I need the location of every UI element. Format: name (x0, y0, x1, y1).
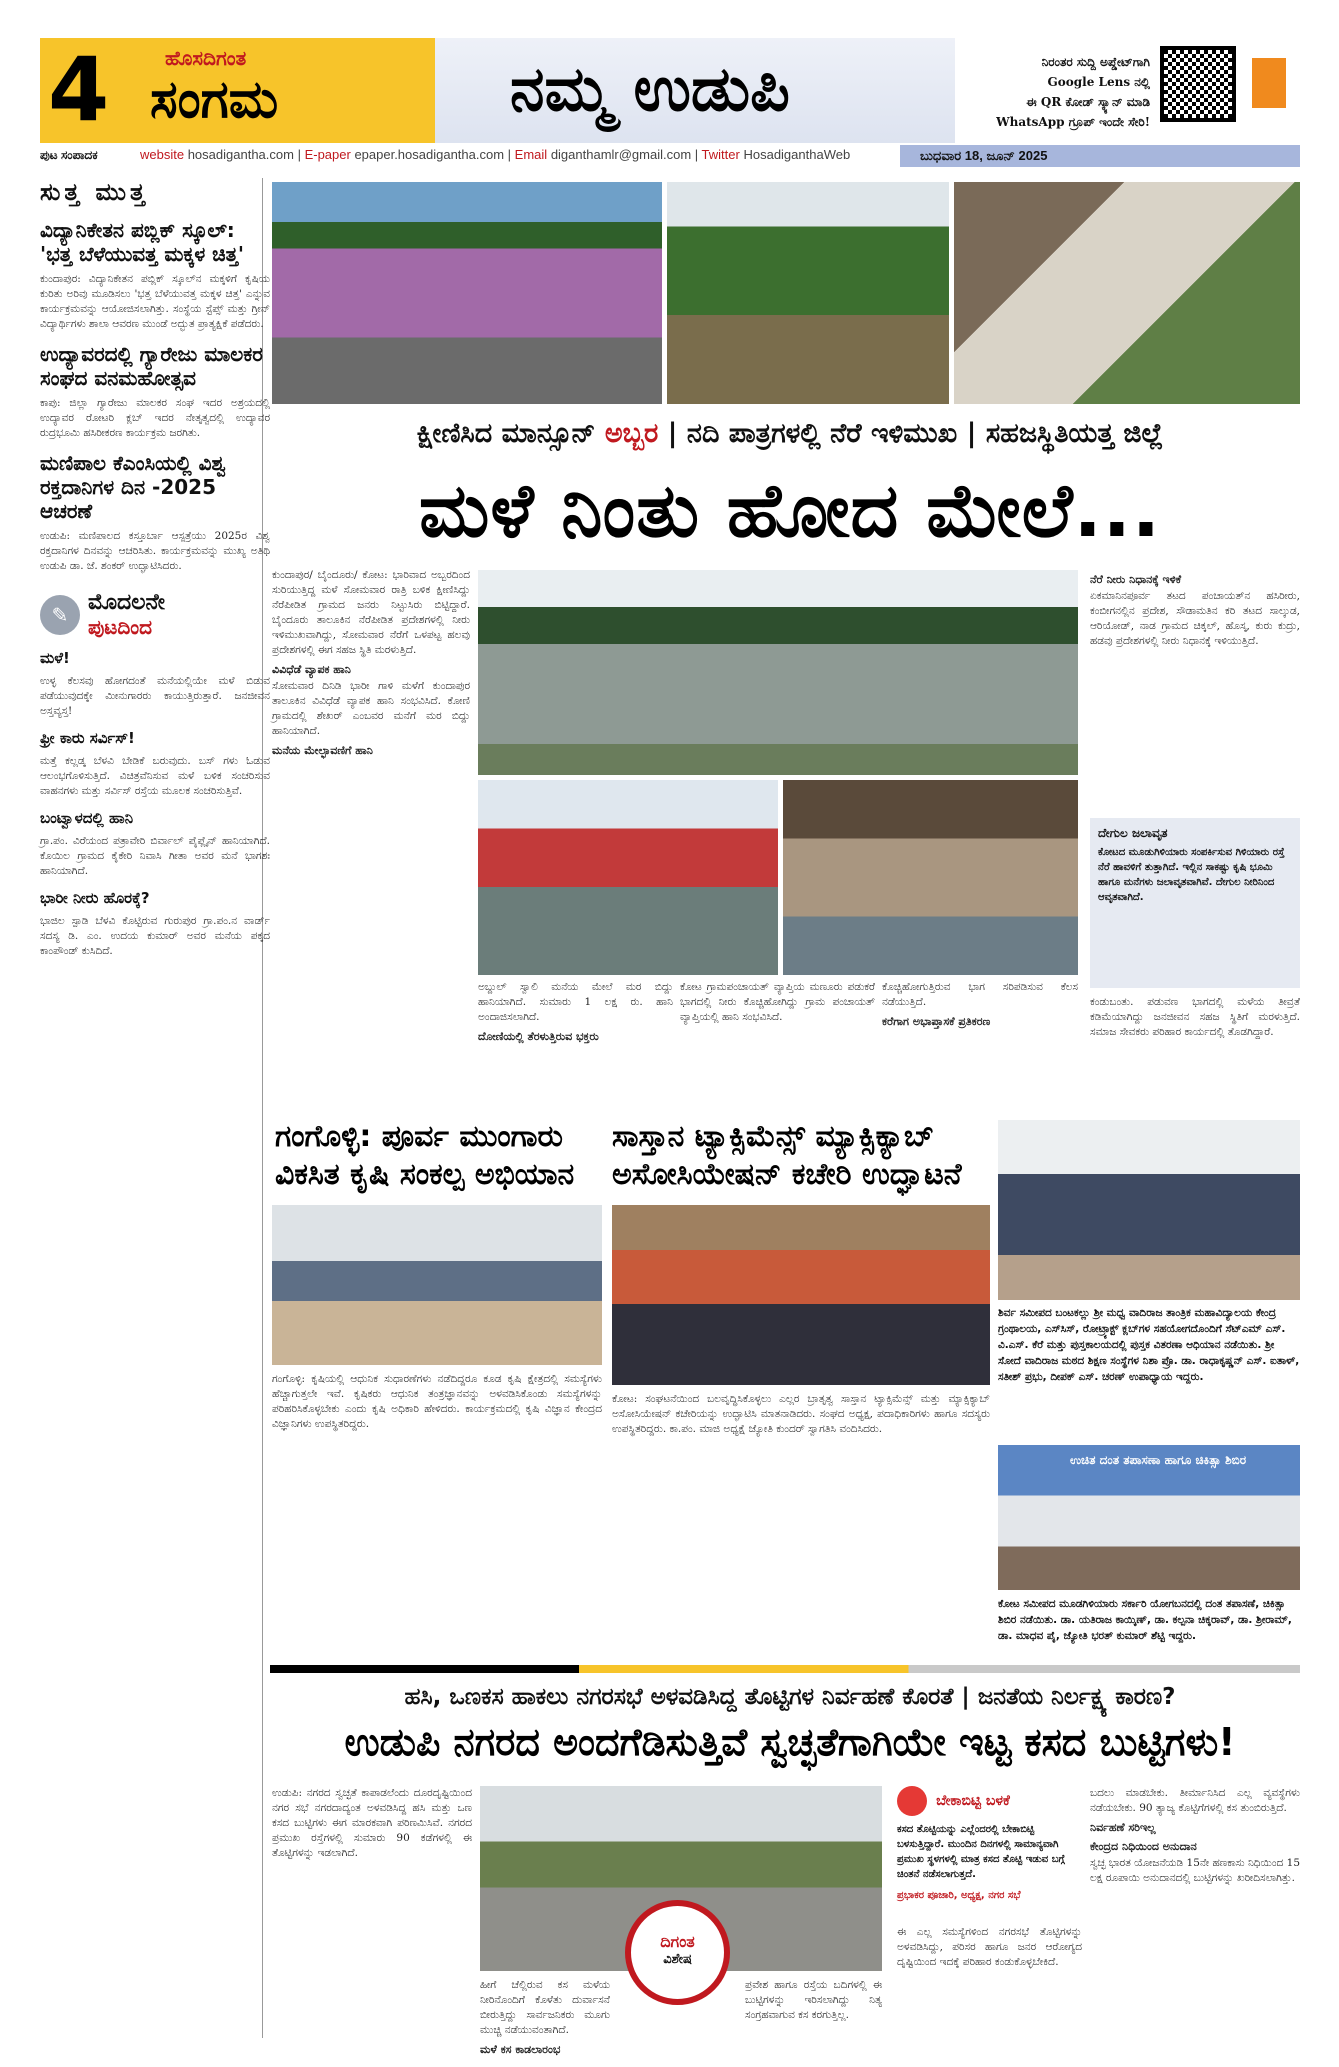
epaper-key: E-paper (304, 147, 351, 162)
temple-flood-box (1090, 818, 1300, 988)
lead-subhead: ನೆರೆ ನೀರು ನಿಧಾನಕ್ಕೆ ಇಳಿಕೆ (1090, 573, 1182, 586)
continued-body: ಮತ್ತೆ ಕಲ್ಲಡ್ಕ ಬೆಳವಿ ಬೇಡಿಕೆ ಬರುವುದು. ಬಸ್ ಗಳು ಓಡುವ ಆಲಂಭಗೊಳಿಸುತ್ತಿದೆ. ವಿಚಿತ್ರವೆನಿಸುವ ಮಳೆ ಬಳಿಕ ಸಂಚರಿಸುವ ವಾಹನಗಳು ಮತ್ತು ಸರ್ವಿಸ್ ರಸ್ತೆಯ ಮೂಲಕ ಸಂಚರಿಸುತ್ತಿವೆ. (40, 755, 270, 797)
dental-caption: ಕೋಟ ಸಮೀಪದ ಮೂಡಗಿಳಿಯಾರು ಸರ್ಕಾರಿ ಯೋಗಬನದಲ್ಲಿ ದಂತ ತಪಾಸಣೆ, ಚಿಕಿತ್ಸಾ ಶಿಬಿರ ನಡೆಯಿತು. ಡಾ. ಯತಿರಾಜ ಕಾಯ್ಕಿಣ್, ಡಾ. ಕಲ್ಪನಾ ಚಿಕ್ಕರಾವ್, ಡಾ. ಶ್ರೀರಾಮ್, ಡಾ. ಮಾಧವ ಪೈ, ಜ್ಯೋತಿ ಭರತ್ ಕುಮಾರ್ ಶೆಟ್ಟಿ ಇದ್ದರು. (998, 1598, 1292, 1642)
lead-paragraph: ಏಕಮಾನಿನಪೂರ್ವ ತಟದ ಪಂಚಾಯತ್‌ನ ಹಸಿರೀರು, ಕಂಬೀಗನಲ್ಲಿನ ಪ್ರದೇಶ, ಸೌಡಾಮತಿನ ಕರಿ ತಟದ ಸಾಲ್ಕುಡ, ಆರಿಯೋಡ್, ನಾಡ ಗ್ರಾಮದ ಚಿಕ್ಕಲ್, ಹೊಸ್ಕ, ಕುರು ಕುದ್ರು, ಹಡವು ಪ್ರದೇಶಗಳಲ್ಲಿ ನೀರು ನಿಧಾನಕ್ಕೆ ಇಳಿಯುತ್ತಿದೆ. (1090, 590, 1300, 647)
pen-icon: ✎ (40, 595, 80, 635)
quote-box (897, 1786, 1082, 1916)
email-link[interactable]: diganthamlr@gmail.com (550, 147, 692, 162)
story-headline[interactable]: ಮಣಿಪಾಲ ಕೆಎಂಸಿಯಲ್ಲಿ ವಿಶ್ವ ರಕ್ತದಾನಿಗಳ ದಿನ -2025 ಆಚರಣೆ (40, 451, 227, 523)
story-taxi-headline[interactable] (612, 1118, 992, 1194)
headline-line: ಅಸೋಸಿಯೇಷನ್ ಕಚೇರಿ ಉದ್ಘಾಟನೆ (612, 1157, 962, 1192)
caption-subhead: ಕರೆಗಾಗ ಅಭಾಪ್ತಾಸಕೆ ಪ್ರತಿಕರಣ (882, 1015, 991, 1028)
photo-fallen-tree (667, 182, 949, 404)
lead-column-3-foot (1090, 995, 1300, 1105)
website-key: website (140, 147, 185, 162)
photo-office-inauguration (612, 1205, 990, 1385)
twitter-link[interactable]: HosadiganthaWeb (743, 147, 851, 162)
continued-headline[interactable]: ಮಳೆ! (40, 649, 70, 667)
seal-text-top: ದಿಗಂತ (660, 1932, 695, 1951)
quote-attribution: ಪ್ರಭಾಕರ ಪೂಜಾರಿ, ಅಧ್ಯಕ್ಷ, ನಗರ ಸಭೆ (897, 1890, 1021, 1901)
story-headline[interactable]: ಉದ್ಯಾವರದಲ್ಲಿ ಗ್ಯಾರೇಜು ಮಾಲಕರ ಸಂಘದ ವನಮಹೋತ್ಸವ (40, 342, 263, 390)
bottom-column-4 (897, 1925, 1082, 2040)
photo-roof-damage (954, 182, 1300, 404)
story-paragraph: ಗಂಗೊಳ್ಳಿ: ಕೃಷಿಯಲ್ಲಿ ಆಧುನಿಕ ಸುಧಾರಣೆಗಳು ನಡೆದಿದ್ದರೂ ಕೂಡ ಕೃಷಿ ಕ್ಷೇತ್ರದಲ್ಲಿ ಸಮಸ್ಯೆಗಳು ಹೆಚ್ಚಾಗುತ್ತಲೇ ಇವೆ. ಕೃಷಿಕರು ಆಧುನಿಕ ತಂತ್ರಜ್ಞಾನವನ್ನು ಅಳವಡಿಸಿಕೊಂಡು ಸಮಸ್ಯೆಗಳನ್ನು ಪರಿಹರಿಸಿಕೊಳ್ಳಬೇಕು ಎಂದು ಕೃಷಿ ಅಧಿಕಾರಿ ಹೇಳಿದರು. ಕಾರ್ಯಕ್ರಮದಲ್ಲಿ ಕೃಷಿ ವಿಜ್ಞಾನ ಕೇಂದ್ರದ ವಿಜ್ಞಾನಿಗಳು ಉಪಸ್ಥಿತರಿದ್ದರು. (272, 1373, 602, 1430)
caption-text: ಕೋಟ ಗ್ರಾಮಪಂಚಾಯತ್ ವ್ಯಾಪ್ತಿಯ ಮಣೂರು ಪಡುಕರೆ ಭಾಗದಲ್ಲಿ ನೀರು ಕೊಚ್ಚಿಹೋಗಿದ್ದು ಗ್ರಾಮ ಪಂಚಾಯತ್ ವ್ಯಾಪ್ತಿಯಲ್ಲಿ ಹಾನಿ ಸಂಭವಿಸಿದೆ. (680, 981, 875, 1023)
twitter-key: Twitter (701, 147, 740, 162)
qr-code-icon[interactable] (1160, 46, 1236, 122)
lead-caption-3 (882, 980, 1078, 1105)
website-link[interactable]: hosadigantha.com (187, 147, 294, 162)
kicker-part: ಕ್ಷೀಣಿಸಿದ ಮಾನ್ಸೂನ್ (416, 418, 596, 449)
putadinda-label: ಪುಟದಿಂದ (88, 615, 153, 639)
quote-text: ಕಸದ ತೊಟ್ಟಿಯನ್ನು ಎಲ್ಲೆಂದರಲ್ಲಿ ಬೇಕಾಬಿಟ್ಟಿ ಬಳಸುತ್ತಿದ್ದಾರೆ. ಮುಂದಿನ ದಿನಗಳಲ್ಲಿ ಸಾಮಾನ್ಯವಾಗಿ ಪ್ರಮುಖ ಸ್ಥಳಗಳಲ್ಲಿ ಮಾತ್ರ ಕಸದ ತೊಟ್ಟಿ ಇಡುವ ಬಗ್ಗೆ ಚಿಂತನೆ ನಡೆಸಲಾಗುತ್ತದೆ. (897, 1824, 1065, 1880)
caption-text: ಅಬ್ದುಲ್ ಸ್ವಾಲಿ ಮನೆಯ ಮೇಲೆ ಮರ ಬಿದ್ದು ಹಾನಿಯಾಗಿದೆ. ಸುಮಾರು 1 ಲಕ್ಷ ರು. ಹಾನಿ ಅಂದಾಜಿಸಲಾಗಿದೆ. (478, 981, 673, 1023)
section-title: ನಮ್ಮ ಉಡುಪಿ (510, 52, 790, 125)
quote-label: ಬೇಕಾಬಿಟ್ಟಿ ಬಳಕೆ (936, 1793, 1010, 1809)
headline-line: ವಿಕಸಿತ ಕೃಷಿ ಸಂಕಲ್ಪ ಅಭಿಯಾನ (275, 1157, 575, 1192)
qr-note-line: ಈ QR ಕೋಡ್ ಸ್ಕ್ಯಾನ್ ಮಾಡಿ (1026, 95, 1150, 109)
lead-column-1 (272, 568, 470, 1108)
photo-damaged-house (272, 182, 662, 404)
sutta-muttha-heading: ಸುತ್ತ ಮುತ್ತ (40, 178, 149, 206)
headline-line: ಸಾಸ್ತಾನ ಟ್ಯಾಕ್ಸಿಮೆನ್ಸ್ ಮ್ಯಾಕ್ಸಿಕ್ಯಾಬ್ (612, 1119, 935, 1154)
epaper-link[interactable]: epaper.hosadigantha.com (354, 147, 505, 162)
story-body: ಕಾಪು: ಜಿಲ್ಲಾ ಗ್ಯಾರೇಜು ಮಾಲಕರ ಸಂಘ ಇದರ ಅಶ್ರಯದಲ್ಲಿ ಉದ್ಯಾವರ ರೋಟರಿ ಕ್ಲಬ್ ಇದರ ನೇತೃತ್ವದಲ್ಲಿ ಉದ್ಯಾವರ ರುದ್ರಭೂಮಿ ಹಸಿರೀಕರಣ ಕಾರ್ಯಕ್ರಮ ಜರಗಿತು. (40, 397, 270, 439)
brand-logo-small: ಹೊಸದಿಗಂತ (165, 46, 247, 70)
story-paragraph: ಹೀಗೆ ಚೆಲ್ಲಿರುವ ಕಸ ಮಳೆಯ ನೀರಿನೊಂದಿಗೆ ಕೊಳೆತು ದುರ್ವಾಸನೆ ಬೀರುತ್ತಿದ್ದು ಸಾರ್ವಜನಿಕರು ಮೂಗು ಮುಚ್ಚಿ ನಡೆಯುವಂತಾಗಿದೆ. (480, 1979, 610, 2036)
qr-note-line: Google Lens ನಲ್ಲಿ (1047, 75, 1150, 89)
story-paragraph: ಈ ಎಲ್ಲ ಸಮಸ್ಯೆಗಳಿಂದ ನಗರಸಭೆ ತೊಟ್ಟಿಗಳನ್ನು ಅಳವಡಿಸಿದ್ದು, ಪರಿಸರ ಹಾಗೂ ಜನರ ಆರೋಗ್ಯದ ದೃಷ್ಟಿಯಿಂದ ಇದಕ್ಕೆ ಪರಿಹಾರ ಕಂಡುಕೊಳ್ಳಬೇಕಿದೆ. (897, 1926, 1082, 1968)
divider-strip (270, 1665, 1300, 1673)
caption-subhead: ದೋಣಿಯಲ್ಲಿ ತೆರಳುತ್ತಿರುವ ಭಕ್ತರು (478, 1030, 599, 1043)
lead-kicker (280, 418, 1300, 450)
lead-column-3 (1090, 568, 1300, 808)
story-paragraph: ಪ್ರವೇಶ ಹಾಗೂ ರಸ್ತೆಯ ಬದಿಗಳಲ್ಲಿ ಈ ಬುಟ್ಟಿಗಳನ್ನು ಇರಿಸಲಾಗಿದ್ದು ನಿತ್ಯ ಸಂಗ್ರಹವಾಗುವ ಕಸ ಕರಗುತ್ತಿಲ್ಲ. (745, 1979, 882, 2021)
page-number: 4 (48, 38, 110, 141)
front-page-continued (40, 590, 270, 639)
bottom-headline[interactable]: ಉಡುಪಿ ನಗರದ ಅಂದಗೆಡಿಸುತ್ತಿವೆ ಸ್ವಚ್ಛತೆಗಾಗಿಯೇ ಇಟ್ಟ ಕಸದ ಬುಟ್ಟಿಗಳು! (344, 1720, 1236, 1764)
lead-paragraph: ಕಂಡುಬಂತು. ಪಡುವಣ ಭಾಗದಲ್ಲಿ ಮಳೆಯ ತೀವ್ರತೆ ಕಡಿಮೆಯಾಗಿದ್ದು ಜನಜೀವನ ಸಹಜ ಸ್ಥಿತಿಗೆ ಮರಳುತ್ತಿದೆ. ಸಮಾಜ ಸೇವಕರು ಪರಿಹಾರ ಕಾರ್ಯದಲ್ಲಿ ತೊಡಗಿದ್ದಾರೆ. (1090, 996, 1300, 1038)
issue-date: ಬುಧವಾರ 18, ಜೂನ್ 2025 (920, 148, 1048, 163)
story-paragraph: ಬದಲು ಮಾಡಬೇಕು. ತೀರ್ಮಾನಿಸಿದ ಎಲ್ಲ ವ್ಯವಸ್ಥೆಗಳು ನಡೆಯಬೇಕು. 90 ತ್ಯಾಜ್ಯ ಕೊಟ್ಟಿಗೆಗಳಲ್ಲಿ ಕಸ ತುಂಬಿರುತ್ತಿದೆ. (1090, 1787, 1300, 1814)
seal-text-bottom: ವಿಶೇಷ (663, 1952, 692, 1967)
photo-krishi-meeting (272, 1205, 602, 1365)
continued-body: ಗ್ರಾ.ಪಂ. ವಿರೆಯಂದ ಪತ್ರಾವೇರಿ ಬಿರ್ವಾಲ್ ಪೈಪ್ಲೈನ್ ಹಾನಿಯಾಗಿದೆ. ಕೊಯಿಲ ಗ್ರಾಮದ ಕೈಕೇರಿ ನಿವಾಸಿ ಗೀತಾ ಅವರ ಮನೆ ಭಾಗಶಃ ಹಾನಿಯಾಗಿದೆ. (40, 835, 270, 877)
qr-note (940, 52, 1150, 132)
modalane-label: ಮೊದಲನೇ (88, 590, 165, 615)
contact-links: website hosadigantha.com | E-paper epaper.hosadigantha.com | Email diganthamlr@gmail.com | Twitter HosadiganthaWeb (140, 147, 851, 162)
brand-name: ಸಂಗಮ (150, 70, 279, 130)
lead-subhead: ವಿವಿಧೆಡೆ ವ್ಯಾಪಕ ಹಾನಿ (272, 663, 351, 676)
sidebox-body: ಕೋಟದ ಮೂಡುಗಿಳಿಯಾರು ಸಂಪರ್ಕಿಸುವ ಗಿಳಿಯಾರು ರಸ್ತೆ ನೆರೆ ಹಾವಳಿಗೆ ತುತ್ತಾಗಿದೆ. ಇಲ್ಲಿನ ಸಾಕಷ್ಟು ಕೃಷಿ ಭೂಮಿ ಹಾಗೂ ಮನೆಗಳು ಜಲಾವೃತವಾಗಿವೆ. ದೇಗುಲ ನೀರಿನಿಂದ ಆವೃತವಾಗಿದೆ. (1098, 847, 1285, 903)
story-subhead: ಕೇಂದ್ರದ ನಿಧಿಯಿಂದ ಅನುದಾನ (1090, 1840, 1197, 1853)
story-headline[interactable]: ವಿದ್ಯಾನಿಕೇತನ ಪಬ್ಲಿಕ್ ಸ್ಕೂಲ್: 'ಭತ್ತ ಬೆಳೆಯುವತ್ತ ಮಕ್ಕಳ ಚಿತ್ತ' (40, 218, 245, 266)
photo-flooded-shop (478, 780, 778, 975)
story-gangolli-body (272, 1372, 602, 1657)
bottom-column-2 (480, 1978, 610, 2056)
story-paragraph: ಉಡುಪಿ: ನಗರದ ಸ್ವಚ್ಛತೆ ಕಾಪಾಡಲೆಂದು ದೂರದೃಷ್ಟಿಯಿಂದ ನಗರ ಸಭೆ ನಗರದಾದ್ಯಂತ ಅಳವಡಿಸಿದ್ದ ಹಸಿ ಮತ್ತು ಒಣ ಕಸದ ಬುಟ್ಟಿಗಳು ಈಗ ಮಾರಕವಾಗಿ ಪರಿಣಮಿಸಿವೆ. ನಗರದ ಪ್ರಮುಖ ರಸ್ತೆಗಳಲ್ಲಿ ಸುಮಾರು 90 ಕಡೆಗಳಲ್ಲಿ ಈ ತೊಟ್ಟಿಗಳನ್ನು ಇಡಲಾಗಿದೆ. (272, 1787, 472, 1859)
continued-headline[interactable]: ಬಂಟ್ವಾಳದಲ್ಲಿ ಹಾನಿ (40, 809, 134, 827)
lead-headline[interactable]: ಮಳೆ ನಿಂತು ಹೋದ ಮೇಲೆ... (419, 468, 1161, 554)
continued-headline[interactable]: ಭಾರೀ ನೀರು ಹೊರಕ್ಕೆ? (40, 889, 150, 907)
headline-line: ಗಂಗೊಳ್ಳಿ: ಪೂರ್ವ ಮುಂಗಾರು (275, 1119, 563, 1154)
lead-paragraph: ಸೋಮವಾರ ದಿನಿಡಿ ಭಾರೀ ಗಾಳಿ ಮಳೆಗೆ ಕುಂದಾಪುರ ತಾಲೂಕಿನ ವಿವಿಧೆಡೆ ವ್ಯಾಪಕ ಹಾನಿ ಸಂಭವಿಸಿದೆ. ಕೋಣಿ ಗ್ರಾಮದಲ್ಲಿ ಶೇಖರ್ ಎಂಬವರ ಮನೆಗೆ ಮರ ಬಿದ್ದು ಹಾನಿಯಾಗಿದೆ. (272, 680, 470, 737)
photo-flooded-temple (783, 780, 1078, 975)
qr-note-line: ನಿರಂತರ ಸುದ್ದಿ ಅಪ್ಡೇಟ್‌ಗಾಗಿ (1041, 55, 1150, 69)
lead-caption-2 (680, 980, 875, 1105)
kicker-part: | ನದಿ ಪಾತ್ರಗಳಲ್ಲಿ ನೆರೆ ಇಳಿಮುಖ | ಸಹಜಸ್ಥಿತಿಯತ್ತ ಜಿಲ್ಲೆ (667, 418, 1164, 449)
story-gangolli-headline[interactable] (275, 1118, 595, 1194)
kicker-highlight: ಅಬ್ಬರ (604, 418, 659, 449)
dental-banner-text: ಉಚಿತ ದಂತ ತಪಾಸಣಾ ಹಾಗೂ ಚಿಕಿತ್ಸಾ ಶಿಬಿರ (1069, 1453, 1247, 1467)
story-paragraph: ಕೋಟ: ಸಂಘಟನೆಯಿಂದ ಬಲವೃದ್ಧಿಸಿಕೊಳ್ಳಲು ಎಲ್ಲರ ಬ್ರಾತೃತ್ವ ಸಾಸ್ತಾನ ಟ್ಯಾಕ್ಸಿಮೆನ್ಸ್ ಮತ್ತು ಮ್ಯಾಕ್ಸಿಕ್ಯಾಬ್ ಅಸೋಸಿಯೇಷನ್ ಕಚೇರಿಯನ್ನು ಉದ್ಘಾಟಿಸಿ ಮಾತನಾಡಿದರು. ಸಂಘದ ಅಧ್ಯಕ್ಷ, ಪದಾಧಿಕಾರಿಗಳು ಹಾಗೂ ಸದಸ್ಯರು ಉಪಸ್ಥಿತರಿದ್ದರು. ಕಾ.ಪಂ. ಮಾಜಿ ಅಧ್ಯಕ್ಷೆ ಜ್ಯೋತಿ ಕುಂದರ್ ಸ್ವಾಗತಿಸಿ ವಂದಿಸಿದರು. (612, 1393, 990, 1435)
info-bar (40, 145, 1300, 167)
pin-icon (897, 1786, 927, 1816)
story-body: ಉಡುಪಿ: ಮಣಿಪಾಲದ ಕಸ್ತೂರ್ಬಾ ಆಸ್ಪತ್ರೆಯು 2025ರ ವಿಶ್ವ ರಕ್ತದಾನಿಗಳ ದಿನವನ್ನು ಆಚರಿಸಿತು. ಕಾರ್ಯಕ್ರಮವನ್ನು ಮುಖ್ಯ ಅತಿಥಿ ಉಡುಪಿ ಡಾ. ಜೆ. ಶಂಕರ್ ಉದ್ಘಾಟಿಸಿದರು. (40, 530, 270, 572)
continued-headline[interactable]: ಫ್ರೀ ಕಾರು ಸರ್ವಿಸ್! (40, 729, 135, 747)
photo-dental-camp (998, 1445, 1300, 1590)
library-caption: ಶಿರ್ವ ಸಮೀಪದ ಬಂಟಕಲ್ಲು ಶ್ರೀ ಮಧ್ವ ವಾದಿರಾಜ ತಾಂತ್ರಿಕ ಮಹಾವಿದ್ಯಾಲಯ ಕೇಂದ್ರ ಗ್ರಂಥಾಲಯ, ಎಸ್‌ಸಿಸ್, ರೋಟ್ರ್ಯಾಕ್ಟ್ ಕ್ಲಬ್‌ಗಳ ಸಹಯೋಗದೊಂದಿಗೆ ಸೆಟ್‌ಎಮ್ ಎಸ್. ವಿ.ಎಸ್. ಕೆರೆ ಮತ್ತು ಪುಸ್ತಕಾಲಯದಲ್ಲಿ ಪುಸ್ತಕ ವಿತರಣಾ ಆಧಿಯಾನ ನಡೆಯಿತು. ಶ್ರೀ ಸೋದೆ ವಾದಿರಾಜ ಮಠದ ಶಿಕ್ಷಣ ಸಂಸ್ಥೆಗಳ ನಿಶಾ ಪ್ರೊ. ಡಾ. ರಾಧಾಕೃಷ್ಣನ್ ಎಸ್. ಐತಾಳ್, ಸತೀಶ್ ಪ್ರಭು, ದೀಪಕ್ ಎಸ್. ಚರಣ್ ಉಪಾಧ್ಯಾಯ ಇದ್ದರು. (998, 1307, 1300, 1383)
lead-caption-1 (478, 980, 673, 1105)
sidebox-heading: ದೇಗುಲ ಜಲಾವೃತ (1098, 826, 1168, 840)
left-column (40, 178, 270, 2038)
caption-text: ಕೊಚ್ಚಿಹೋಗುತ್ತಿರುವ ಭಾಗ ಸರಿಪಡಿಸುವ ಕೆಲಸ ನಡೆಯುತ್ತಿದೆ. (882, 981, 1078, 1008)
bottom-kicker: ಹಸಿ, ಒಣಕಸ ಹಾಕಲು ನಗರಸಭೆ ಅಳವಡಿಸಿದ್ದ ತೊಟ್ಟಿಗಳ ನಿರ್ವಹಣೆ ಕೊರತೆ | ಜನತೆಯ ನಿರ್ಲಕ್ಷ್ಯ ಕಾರಣ? (404, 1684, 1176, 1710)
diganta-vishesha-seal (625, 1900, 730, 2005)
decorative-square (1252, 58, 1286, 108)
continued-body: ಭಾಜಿಲ ಸ್ಪಾಡಿ ಬೆಳವಿ ಕೊಟ್ಟಿರುವ ಗುರುಪುರ ಗ್ರಾ.ಪಂ.ನ ವಾರ್ಡ್ ಸದಸ್ಯ ಡಿ. ಎಂ. ಉದಯ ಕುಮಾರ್ ಅವರ ಮನೆಯ ಪಕ್ಕದ ಕಾಂಪೌಂಡ್ ಕುಸಿದಿದೆ. (40, 915, 270, 957)
bottom-column-3 (745, 1978, 882, 2038)
story-taxi-body (612, 1392, 990, 1657)
photo-flooded-field (478, 570, 1078, 775)
story-paragraph: ಸ್ವಚ್ಛ ಭಾರತ ಯೋಜನೆಯಡಿ 15ನೇ ಹಣಕಾಸು ನಿಧಿಯಿಂದ 15 ಲಕ್ಷ ರೂಪಾಯಿ ಅನುದಾನದಲ್ಲಿ ಬುಟ್ಟಿಗಳನ್ನು ಖರೀದಿಸಲಾಗಿತ್ತು. (1090, 1857, 1300, 1884)
masthead (40, 38, 1300, 143)
story-subhead: ಮಳೆ ಕಸ ಕಾಡಲಾರಂಭ (480, 2043, 561, 2056)
lead-paragraph: ಕುಂದಾಪುರ/ ಬೈಂದೂರು/ ಕೋಟ: ಭಾರಿವಾದ ಅಬ್ಬರದಿಂದ ಸುರಿಯುತ್ತಿದ್ದ ಮಳೆ ಸೋಮವಾರ ರಾತ್ರಿ ಬಳಿಕ ಕ್ಷೀಣಿಸಿದ್ದು ನೆರೆಪೀಡಿತ ಗ್ರಾಮದ ಜನರು ನಿಟ್ಟುಸಿರು ಬಿಟ್ಟಿದ್ದಾರೆ. ಬೈಂದೂರು ತಾಲೂಕಿನ ನೆರೆಪೀಡಿತ ಪ್ರದೇಶಗಳಲ್ಲಿ ನೀರು ಇಳಿಮುಖವಾಗಿದ್ದು, ಸೋಮವಾರ ನೆರೆಗೆ ಒಳಪಟ್ಟ ಹಲವು ಪ್ರದೇಶಗಳಲ್ಲಿ ಈಗ ಸಹಜ ಸ್ಥಿತಿ ಮರಳುತ್ತಿದೆ. (272, 569, 470, 656)
story-body: ಕುಂದಾಪುರ: ವಿದ್ಯಾನಿಕೇತನ ಪಬ್ಲಿಕ್ ಸ್ಕೂಲ್‌ನ ಮಕ್ಕಳಿಗೆ ಕೃಷಿಯ ಕುರಿತು ಅರಿವು ಮೂಡಿಸಲು 'ಭತ್ತ ಬೆಳೆಯುವತ್ತ ಮಕ್ಕಳ ಚಿತ್ತ' ಎನ್ನುವ ಕಾರ್ಯಕ್ರಮವನ್ನು ಆಯೋಜಿಸಲಾಗಿತ್ತು. ಸಂಸ್ಥೆಯ ಸ್ಟೆಪ್ಸ್ ಮತ್ತು ಗ್ರೀನ್ ವಿದ್ಯಾರ್ಥಿಗಳು ಶಾಲಾ ಆವರಣ ಮುಂಡೆ ಅದ್ಭುತ ಪ್ರಾತ್ಯಕ್ಷಿಕೆ ಪಡೆದರು. (40, 273, 270, 330)
continued-body: ಉಳ್ಳ ಕೆಲಸವು ಹೋಗದಂತೆ ಮನೆಯಲ್ಲಿಯೇ ಮಳೆ ಬಿಡುವ ಪಡೆಯುವುದಕ್ಕೇ ಮೀನುಗಾರರು ಕಾಯುತ್ತಿರುತ್ತಾರೆ. ಜನಜೀವನ ಅಸ್ತವ್ಯಸ್ತ! (40, 675, 270, 717)
bottom-column-5 (1090, 1786, 1300, 2041)
page-editor-label: ಪುಟ ಸಂಪಾದಕ (40, 148, 98, 162)
email-key: Email (514, 147, 548, 162)
bottom-column-1 (272, 1786, 472, 2036)
story-subhead: ನಿರ್ವಹಣೆ ಸರಿಇಲ್ಲ (1090, 1821, 1156, 1834)
qr-note-line: WhatsApp ಗ್ರೂಪ್ ಇಂದೇ ಸೇರಿ! (996, 115, 1150, 129)
lead-subhead: ಮನೆಯ ಮೇಲ್ಛಾವಣಿಗೆ ಹಾನಿ (272, 744, 373, 757)
photo-library-event (998, 1120, 1300, 1300)
